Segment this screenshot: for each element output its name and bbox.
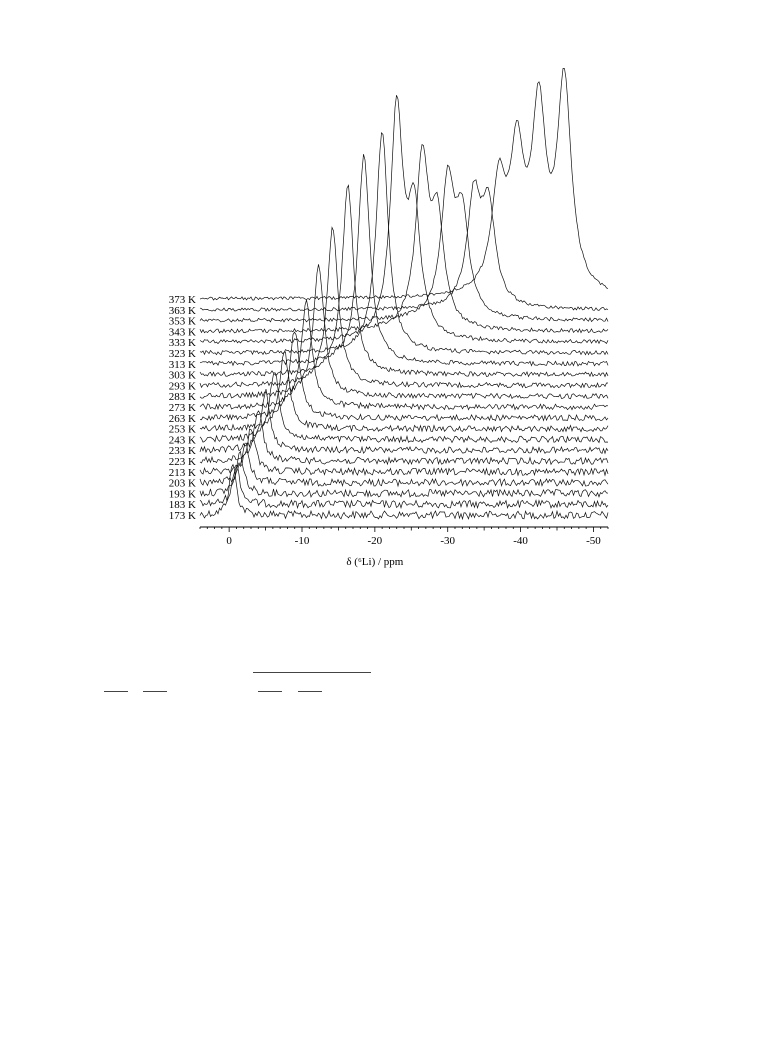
- x-tick-label: -10: [294, 535, 310, 547]
- rule-line: [298, 691, 322, 692]
- temperature-label: 183 K: [168, 499, 196, 512]
- x-axis-title: δ (⁶Li) / ppm: [346, 556, 404, 568]
- temperature-label: 373 K: [168, 294, 196, 306]
- temperature-label: 283 K: [168, 391, 196, 404]
- x-ticks: [200, 527, 608, 532]
- temperature-label: 203 K: [168, 477, 196, 490]
- x-tick-label: -40: [513, 535, 528, 547]
- temperature-label: 333 K: [168, 337, 196, 350]
- temperature-label: 343 K: [168, 326, 196, 339]
- temperature-label: 293 K: [168, 380, 196, 393]
- x-tick-label: -20: [367, 535, 383, 547]
- x-axis: [200, 527, 608, 568]
- temperature-label: 303 K: [168, 369, 196, 382]
- temperature-label: 173 K: [168, 510, 196, 522]
- x-tick-label: 0: [226, 535, 232, 547]
- temperature-label: 193 K: [168, 488, 196, 501]
- spectrum-traces: [200, 69, 608, 519]
- x-tick-label: -50: [586, 535, 601, 547]
- temperature-label: 263 K: [168, 412, 196, 425]
- temperature-label: 223 K: [168, 456, 196, 468]
- rule-line: [104, 691, 128, 692]
- temperature-label: 313 K: [168, 358, 196, 371]
- temperature-label: 323 K: [168, 348, 196, 360]
- temperature-label: 213 K: [168, 466, 196, 479]
- rule-line: [143, 691, 167, 692]
- rule-line: [253, 672, 371, 673]
- rule-line: [258, 691, 282, 692]
- temperature-label: 253 K: [168, 423, 196, 436]
- spectrum-trace: [200, 389, 608, 453]
- temperature-label: 233 K: [168, 445, 196, 458]
- x-tick-label: -30: [440, 535, 456, 547]
- temperature-labels: [169, 294, 196, 522]
- temperature-label: 273 K: [168, 402, 196, 414]
- x-tick-labels: [226, 535, 601, 547]
- temperature-label: 363 K: [168, 304, 196, 317]
- temperature-label: 353 K: [168, 315, 196, 328]
- temperature-label: 243 K: [168, 434, 196, 447]
